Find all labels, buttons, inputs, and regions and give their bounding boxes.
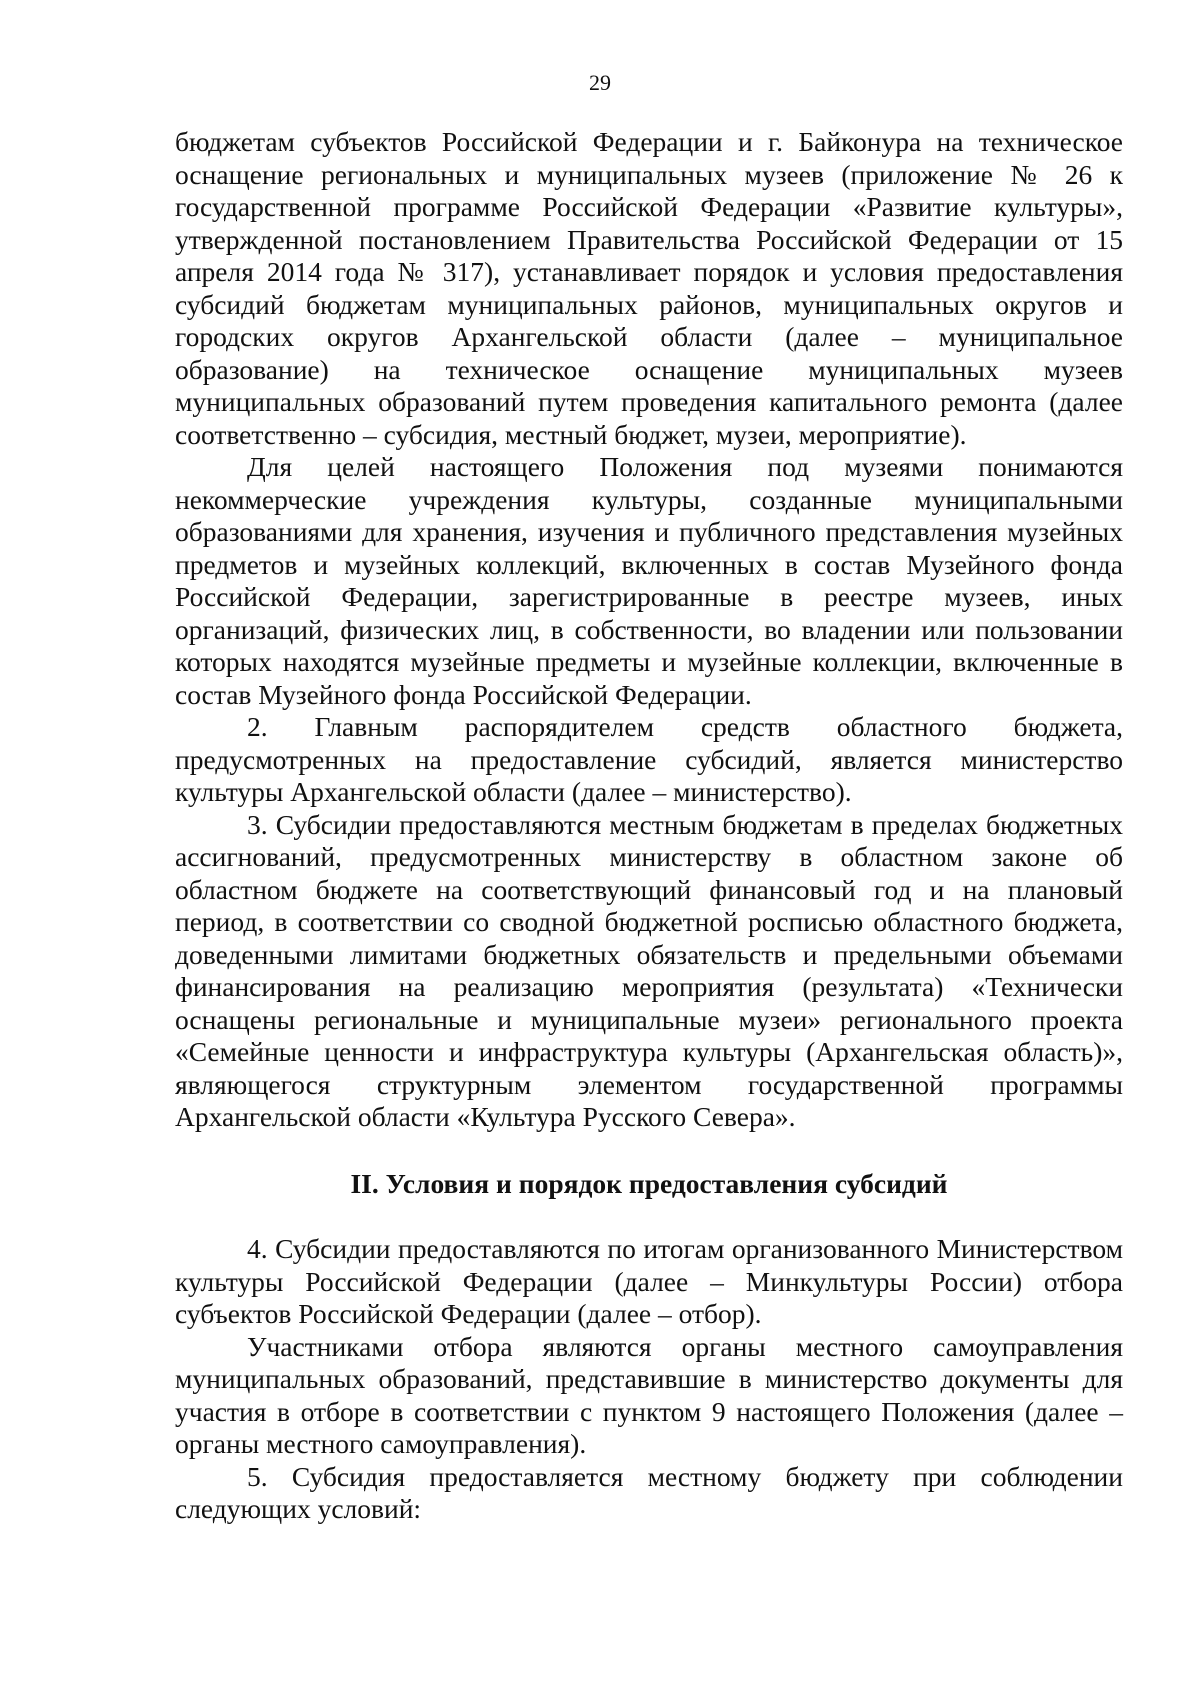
page-number: 29 bbox=[589, 70, 611, 95]
section-heading: II. Условия и порядок предоставления субсидий bbox=[350, 1167, 948, 1199]
document-body bbox=[175, 126, 1123, 1526]
paragraph-item-2: 2. Главным распорядителем средств областного бюджета, предусмотренных на предоставление субсидий, является министерство культуры Архангельской области (далее – министерство). bbox=[175, 711, 1123, 807]
paragraph-item-5: 5. Субсидия предоставляется местному бюджету при соблюдении следующих условий: bbox=[175, 1460, 1123, 1524]
paragraph-museum-definition: Для целей настоящего Положения под музеями понимаются некоммерческие учреждения культуры, созданные муниципальными образованиями для хранения, изучения и публичного представления музейных предметов и музейных коллекций, включенных в состав Музейного фонда Российской Федерации, зарегистрированные в реестре музеев, иных организаций, физических лиц, в собственности, во владении или пользовании которых находятся музейные предметы и музейные коллекции, включенные в состав Музейного фонда Российской Федерации. bbox=[175, 451, 1123, 710]
paragraph-subsidy-purpose: бюджетам субъектов Российской Федерации и г. Байконура на техническое оснащение региональных и муниципальных музеев (приложение № 26 к государственной программе Российской Федерации «Развитие культуры», утвержденной постановлением Правительства Российской Федерации от 15 апреля 2014 года № 317), устанавливает порядок и условия предоставления субсидий бюджетам муниципальных районов, муниципальных округов и городских округов Архангельской области (далее – муниципальное образование) на техническое оснащение муниципальных музеев муниципальных образований путем проведения капитального ремонта (далее соответственно – субсидия, местный бюджет, музеи, мероприятие). bbox=[175, 126, 1123, 450]
paragraph-item-4: 4. Субсидии предоставляются по итогам организованного Министерством культуры Российской Федерации (далее – Минкультуры России) отбора субъектов Российской Федерации (далее – отбор). bbox=[175, 1233, 1123, 1329]
paragraph-item-3: 3. Субсидии предоставляются местным бюджетам в пределах бюджетных ассигнований, предусмотренных министерству в областном законе об областном бюджете на соответствующий финансовый год и на плановый период, в соответствии со сводной бюджетной росписью областного бюджета, доведенными лимитами бюджетных обязательств и предельными объемами финансирования на реализацию мероприятия (результата) «Технически оснащены региональные и муниципальные музеи» регионального проекта «Семейные ценности и инфраструктура культуры (Архангельская область)», являющегося структурным элементом государственной программы Архангельской области «Культура Русского Севера». bbox=[175, 808, 1123, 1132]
paragraph-selection-participants: Участниками отбора являются органы местного самоуправления муниципальных образований, представившие в министерство документы для участия в отборе в соответствии с пунктом 9 настоящего Положения (далее – органы местного самоуправления). bbox=[175, 1330, 1123, 1459]
